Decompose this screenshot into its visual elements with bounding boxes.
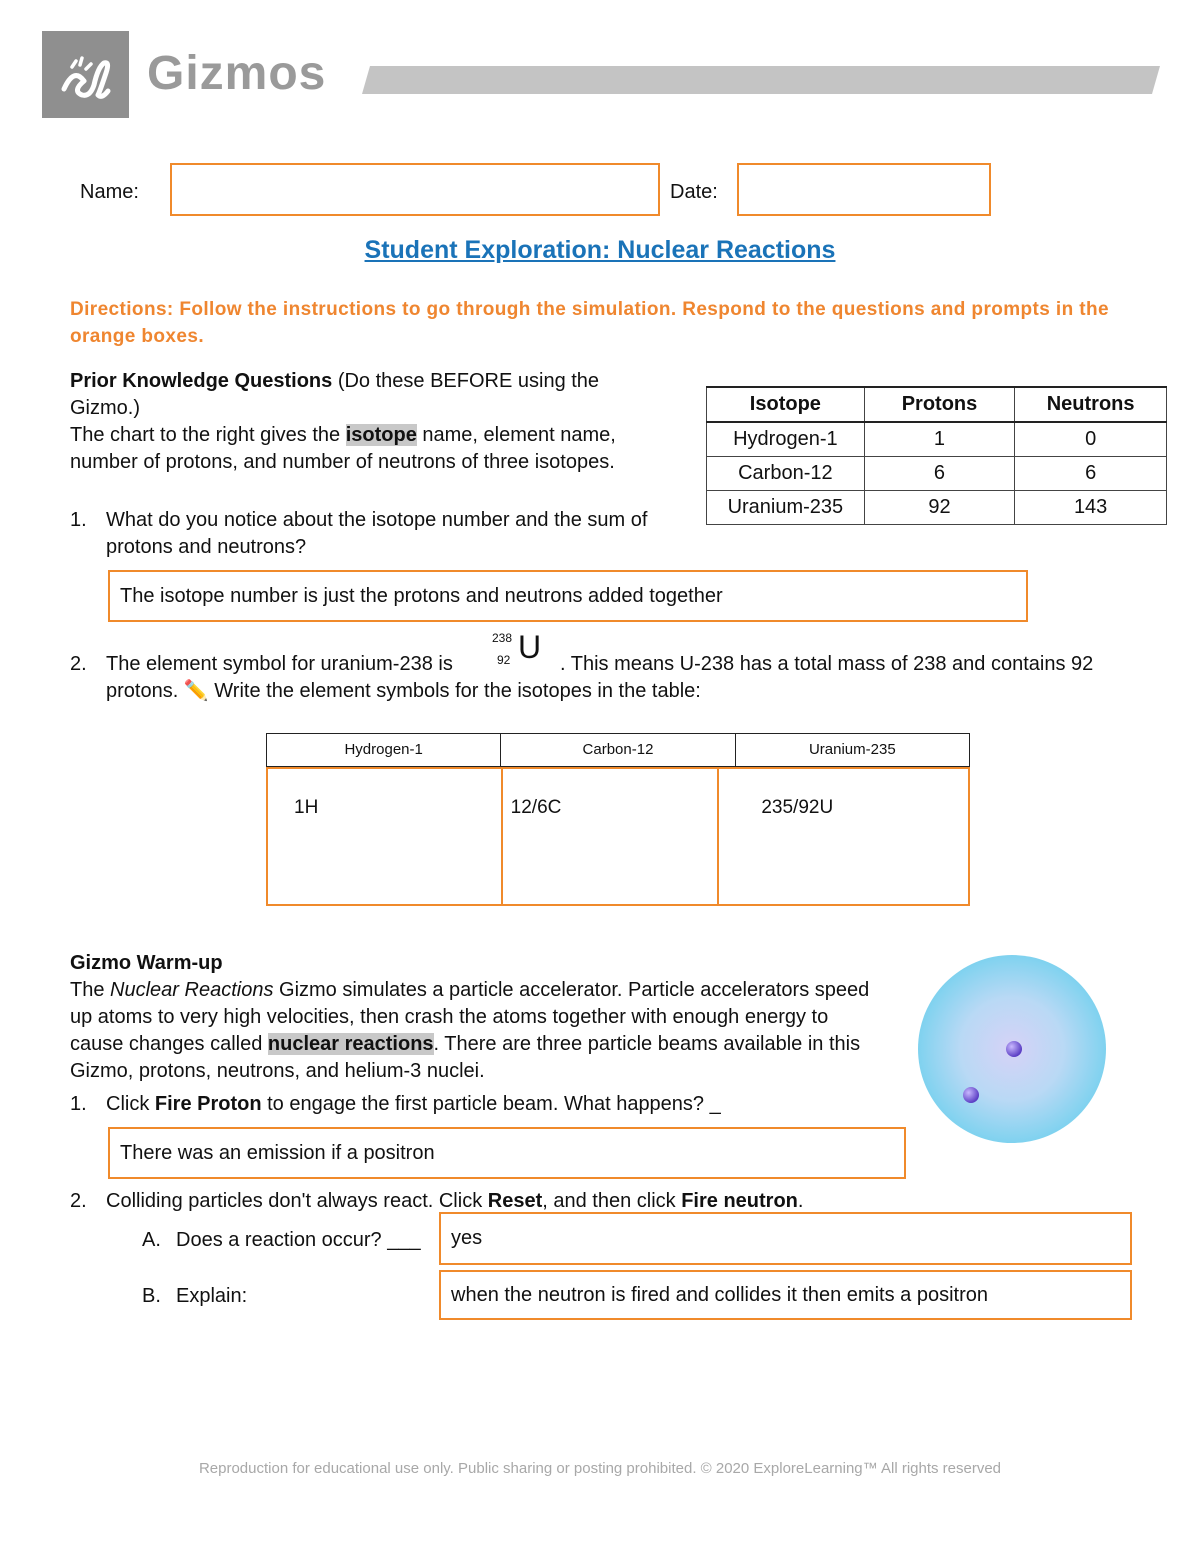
symbol-answer-carbon[interactable]: 12/6C bbox=[503, 769, 720, 904]
warmup-q1-before: Click bbox=[106, 1093, 155, 1115]
prior-heading: Prior Knowledge Questions bbox=[70, 370, 333, 392]
particle-ball-2 bbox=[963, 1087, 979, 1103]
prior-q2-text-after: . This means U-238 has a total mass of 238 and contains 92 protons. ✏️ Write the element symbols for the isotopes in the table: bbox=[106, 653, 1094, 702]
warmup-qB-answer: when the neutron is fired and collides it then emits a positron bbox=[451, 1284, 988, 1306]
warmup-qA-text: Does a reaction occur? ___ bbox=[176, 1229, 421, 1251]
warmup-p-after: . There are three particle beams available in this Gizmo, protons, neutrons, and helium-3 nuclei. bbox=[70, 1033, 861, 1082]
prior-q1-answer: The isotope number is just the protons and neutrons added together bbox=[120, 585, 723, 607]
name-field[interactable] bbox=[170, 163, 660, 216]
cell: Carbon-12 bbox=[707, 457, 865, 491]
warmup-q1-answer: There was an emission if a positron bbox=[120, 1142, 435, 1164]
warmup-p-mid: Gizmo simulates a particle accelerator. Particle accelerators speed up atoms to very high velocities, then crash the atoms together with enough energy to cause changes called bbox=[70, 979, 870, 1055]
warmup-qA-answer: yes bbox=[451, 1227, 483, 1249]
symbol-table-answers bbox=[266, 767, 970, 906]
cell: 1 bbox=[864, 422, 1015, 457]
particle-ball-1 bbox=[1006, 1041, 1022, 1057]
prior-knowledge-section bbox=[70, 368, 670, 476]
prior-intro-before: The chart to the right gives the bbox=[70, 424, 346, 446]
prior-q2-number: 2. bbox=[70, 653, 87, 675]
nuclear-reactions-highlight: nuclear reactions bbox=[267, 1033, 434, 1055]
col-header-isotope: Isotope bbox=[707, 387, 865, 422]
name-value bbox=[172, 178, 192, 200]
warmup-qB-answer-box[interactable] bbox=[439, 1270, 1132, 1320]
name-label: Name: bbox=[80, 181, 139, 203]
symbol-atomic-number: 92 bbox=[497, 653, 511, 667]
warmup-q1-answer-box[interactable] bbox=[108, 1127, 906, 1179]
prior-intro-after: name, element name, number of protons, and number of neutrons of three isotopes. bbox=[70, 424, 616, 473]
symbol-col-uranium: Uranium-235 bbox=[808, 741, 896, 758]
warmup-q2-end: . bbox=[797, 1190, 804, 1212]
prior-heading-note: (Do these BEFORE using the Gizmo.) bbox=[70, 370, 600, 419]
brand-name: Gizmos bbox=[147, 47, 327, 100]
col-header-neutrons: Neutrons bbox=[1015, 387, 1167, 422]
warmup-qB-text: Explain: bbox=[176, 1285, 248, 1307]
prior-q1-text: What do you notice about the isotope number and the sum of protons and neutrons? bbox=[106, 509, 648, 558]
reset-label: Reset bbox=[487, 1190, 543, 1212]
warmup-p-before: The bbox=[70, 979, 111, 1001]
page-title: Student Exploration: Nuclear Reactions bbox=[364, 236, 836, 264]
warmup-p-italic: Nuclear Reactions bbox=[110, 979, 274, 1001]
warmup-qB-label: B. bbox=[142, 1285, 161, 1307]
warmup-q2-mid: , and then click bbox=[542, 1190, 682, 1212]
warmup-q1-text bbox=[106, 1091, 866, 1118]
symbol-answer-hydrogen[interactable]: 1H bbox=[268, 769, 503, 904]
warmup-qA-label: A. bbox=[142, 1229, 161, 1251]
prior-q1-number: 1. bbox=[70, 509, 87, 531]
warmup-q2-text bbox=[106, 1188, 1106, 1215]
symbol-table-header bbox=[266, 733, 970, 767]
warmup-q2-number: 2. bbox=[70, 1190, 87, 1212]
header-bar bbox=[362, 66, 1160, 94]
prior-q2-text-before: The element symbol for uranium-238 is bbox=[106, 653, 453, 675]
logo-badge bbox=[42, 31, 129, 118]
col-header-protons: Protons bbox=[864, 387, 1015, 422]
warmup-section bbox=[70, 950, 880, 1085]
directions: Directions: Follow the instructions to go through the simulation. Respond to the questions and prompts in the orange boxes. bbox=[70, 299, 1109, 347]
table-row bbox=[707, 457, 1167, 491]
atom-illustration bbox=[916, 953, 1108, 1145]
cell: Hydrogen-1 bbox=[707, 422, 865, 457]
footer-copyright: Reproduction for educational use only. Public sharing or posting prohibited. © 2020 ExploreLearning™ All rights reserved bbox=[198, 1460, 1002, 1477]
explorelearning-logo-icon bbox=[42, 31, 129, 118]
date-value bbox=[739, 178, 759, 200]
warmup-heading: Gizmo Warm-up bbox=[70, 952, 223, 974]
warmup-q2-before: Colliding particles don't always react. Click bbox=[106, 1190, 488, 1212]
date-label: Date: bbox=[670, 181, 718, 203]
isotope-highlight: isotope bbox=[345, 424, 417, 446]
warmup-q1-after: to engage the first particle beam. What happens? _ bbox=[261, 1093, 721, 1115]
symbol-table bbox=[266, 733, 970, 906]
symbol-col-hydrogen: Hydrogen-1 bbox=[267, 734, 501, 766]
symbol-letter: U bbox=[518, 629, 542, 665]
symbol-col-carbon: Carbon-12 bbox=[501, 734, 735, 766]
fire-proton-label: Fire Proton bbox=[154, 1093, 262, 1115]
cell: 6 bbox=[864, 457, 1015, 491]
isotope-table bbox=[706, 386, 1167, 525]
date-field[interactable] bbox=[737, 163, 991, 216]
cell: 0 bbox=[1015, 422, 1167, 457]
warmup-q1-number: 1. bbox=[70, 1093, 87, 1115]
fire-neutron-label: Fire neutron bbox=[681, 1190, 798, 1212]
cell: Uranium-235 bbox=[707, 491, 865, 525]
table-row bbox=[707, 422, 1167, 457]
prior-q1-answer-box[interactable] bbox=[108, 570, 1028, 622]
cell: 6 bbox=[1015, 457, 1167, 491]
warmup-qA-answer-box[interactable] bbox=[439, 1212, 1132, 1265]
cell: 143 bbox=[1015, 491, 1167, 525]
symbol-mass-number: 238 bbox=[492, 631, 513, 645]
table-row bbox=[707, 491, 1167, 525]
cell: 92 bbox=[864, 491, 1015, 525]
symbol-answer-uranium[interactable]: 235/92U bbox=[761, 797, 834, 818]
